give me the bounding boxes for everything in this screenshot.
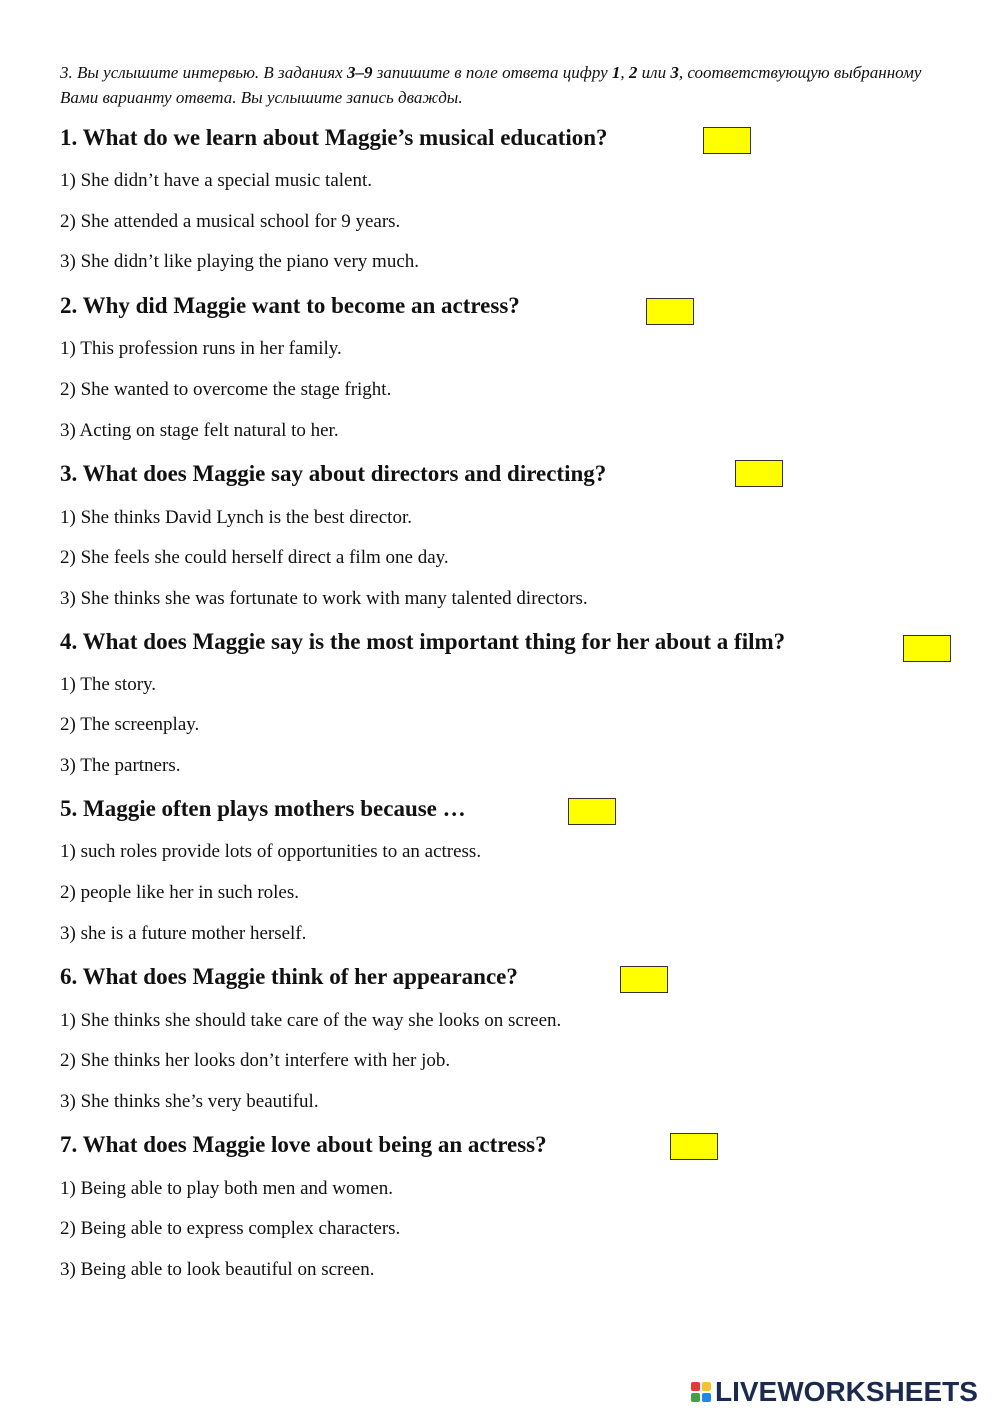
instructions-number-3: 3 [670, 63, 679, 82]
logo-text: LIVEWORKSHEETS [715, 1376, 978, 1407]
question-1-option-3: 3) She didn’t like playing the piano very much. [60, 251, 419, 272]
logo-tile-3 [691, 1393, 700, 1402]
question-4-option-2: 2) The screenplay. [60, 714, 200, 735]
instructions-number-1: 1 [611, 63, 621, 82]
answer-box-6[interactable] [620, 966, 668, 993]
instructions-or: или [637, 63, 671, 82]
answer-box-4[interactable] [903, 635, 951, 662]
question-5-option-3: 3) she is a future mother herself. [60, 923, 307, 944]
instructions-suffix: , соответствующую выбранному Вами варианту ответа. Вы услышите запись дважды. [60, 63, 922, 107]
instructions-number-2: 2 [628, 63, 638, 82]
logo-tile-1 [691, 1382, 700, 1391]
question-title-5: 5. Maggie often plays mothers because … [60, 796, 466, 821]
question-title-1: 1. What do we learn about Maggie’s musical education? [60, 125, 608, 150]
question-6-option-1: 1) She thinks she should take care of the way she looks on screen. [60, 1010, 562, 1031]
question-7-option-3: 3) Being able to look beautiful on screen. [60, 1259, 375, 1280]
question-4-option-1: 1) The story. [60, 674, 157, 695]
question-title-3: 3. What does Maggie say about directors and directing? [60, 461, 607, 486]
instructions-prefix: 3. Вы услышите интервью. В заданиях [60, 63, 347, 82]
question-3-option-1: 1) She thinks David Lynch is the best director. [60, 507, 412, 528]
question-title-6: 6. What does Maggie think of her appearance? [60, 964, 518, 989]
logo-tiles-icon [691, 1382, 711, 1402]
instructions [60, 60, 940, 110]
question-title-2: 2. Why did Maggie want to become an actress? [60, 293, 520, 318]
question-3-option-3: 3) She thinks she was fortunate to work with many talented directors. [60, 588, 588, 609]
question-2-option-2: 2) She wanted to overcome the stage fright. [60, 379, 392, 400]
answer-box-5[interactable] [568, 798, 616, 825]
liveworksheets-logo [691, 1376, 978, 1408]
question-2-option-3: 3) Acting on stage felt natural to her. [60, 420, 339, 441]
question-2-option-1: 1) This profession runs in her family. [60, 338, 342, 359]
logo-tile-2 [702, 1382, 711, 1391]
instructions-range: 3–9 [346, 63, 373, 82]
question-4-option-3: 3) The partners. [60, 755, 181, 776]
question-1-option-1: 1) She didn’t have a special music talent. [60, 170, 373, 191]
answer-box-1[interactable] [703, 127, 751, 154]
question-title-4: 4. What does Maggie say is the most important thing for her about a film? [60, 629, 786, 654]
question-6-option-2: 2) She thinks her looks don’t interfere with her job. [60, 1050, 451, 1071]
answer-box-3[interactable] [735, 460, 783, 487]
question-6-option-3: 3) She thinks she’s very beautiful. [60, 1091, 319, 1112]
instructions-middle: запишите в поле ответа цифру [372, 63, 612, 82]
answer-box-7[interactable] [670, 1133, 718, 1160]
question-title-7: 7. What does Maggie love about being an actress? [60, 1132, 547, 1157]
answer-box-2[interactable] [646, 298, 694, 325]
question-3-option-2: 2) She feels she could herself direct a film one day. [60, 547, 449, 568]
question-7-option-2: 2) Being able to express complex characters. [60, 1218, 401, 1239]
question-7-option-1: 1) Being able to play both men and women. [60, 1178, 393, 1199]
instructions-comma: , [620, 63, 629, 82]
logo-tile-4 [702, 1393, 711, 1402]
question-5-option-2: 2) people like her in such roles. [60, 882, 300, 903]
question-5-option-1: 1) such roles provide lots of opportunities to an actress. [60, 841, 482, 862]
question-1-option-2: 2) She attended a musical school for 9 years. [60, 211, 401, 232]
